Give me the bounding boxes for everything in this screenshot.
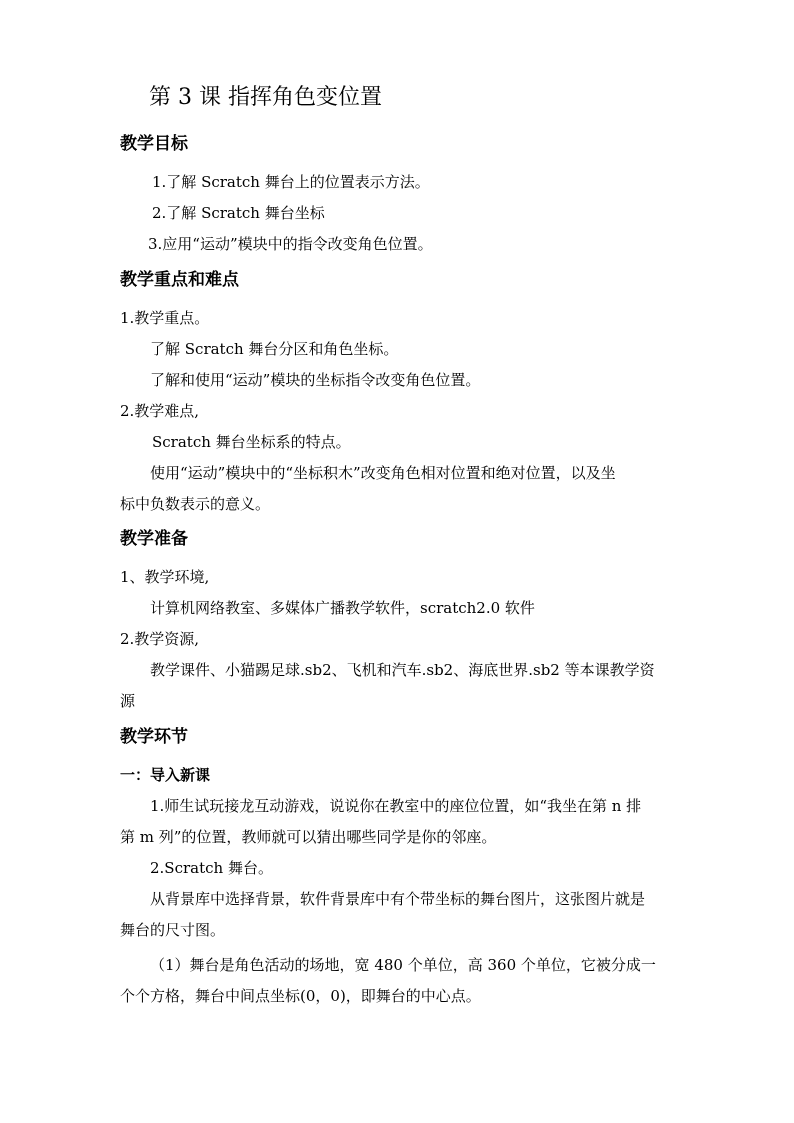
heading-prep: 教学准备 — [120, 529, 188, 549]
step-line-5: 舞台的尺寸图。 — [120, 921, 226, 939]
prep-res-line-1: 教学课件、小猫踢足球.sb2、飞机和汽车.sb2、海底世界.sb2 等本课教学资 — [150, 661, 655, 679]
goal-item-2: 2.了解 Scratch 舞台坐标 — [152, 204, 325, 222]
prep-env-line: 计算机网络教室、多媒体广播教学软件，scratch2.0 软件 — [150, 599, 535, 617]
difficulty-label: 2.教学难点, — [120, 402, 200, 420]
step-line-1: 1.师生试玩接龙互动游戏，说说你在教室中的座位位置，如“我坐在第 n 排 — [150, 797, 642, 815]
prep-env-label: 1、教学环境, — [120, 568, 210, 586]
goal-item-1: 1.了解 Scratch 舞台上的位置表示方法。 — [152, 173, 430, 191]
difficulty-line-3: 标中负数表示的意义。 — [120, 495, 271, 513]
heading-goals: 教学目标 — [120, 134, 188, 154]
step-line-4: 从背景库中选择背景，软件背景库中有个带坐标的舞台图片，这张图片就是 — [150, 890, 646, 908]
step-line-3: 2.Scratch 舞台。 — [150, 859, 273, 877]
difficulty-line-1: Scratch 舞台坐标系的特点。 — [152, 433, 351, 451]
heading-key-points: 教学重点和难点 — [120, 270, 239, 290]
step-line-7: 个个方格，舞台中间点坐标(0，0)，即舞台的中心点。 — [120, 987, 481, 1005]
prep-res-label: 2.教学资源, — [120, 630, 200, 648]
key-point-label: 1.教学重点。 — [120, 309, 210, 327]
lesson-title: 第 3 课 指挥角色变位置 — [149, 85, 382, 110]
step-line-6: （1）舞台是角色活动的场地，宽 480 个单位，高 360 个单位，它被分成一 — [150, 956, 656, 974]
step-line-2: 第 m 列”的位置，教师就可以猜出哪些同学是你的邻座。 — [120, 828, 497, 846]
subheading-intro: 一：导入新课 — [120, 766, 211, 784]
prep-res-line-2: 源 — [120, 692, 136, 710]
key-point-line-2: 了解和使用“运动”模块的坐标指令改变角色位置。 — [150, 371, 481, 389]
heading-steps: 教学环节 — [120, 727, 188, 747]
key-point-line-1: 了解 Scratch 舞台分区和角色坐标。 — [150, 340, 399, 358]
goal-item-3: 3.应用“运动”模块中的指令改变角色位置。 — [148, 235, 433, 253]
difficulty-line-2: 使用“运动”模块中的“坐标积木”改变角色相对位置和绝对位置，以及坐 — [150, 464, 616, 482]
